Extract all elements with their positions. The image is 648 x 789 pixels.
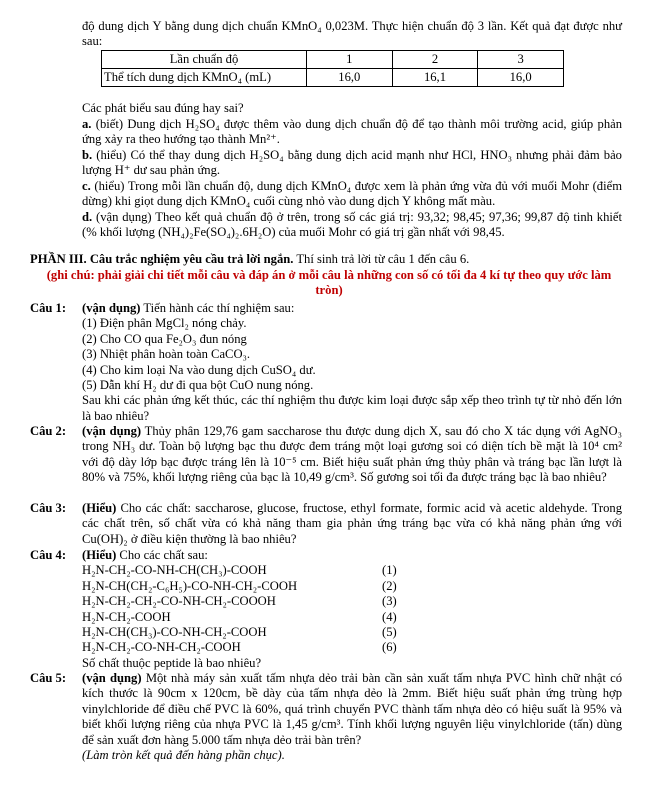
formula-number: (4) bbox=[382, 609, 397, 624]
statement-tag: d. bbox=[82, 210, 93, 224]
list-item: (2) Cho CO qua Fe₂O₃ đun nóng bbox=[82, 331, 247, 346]
statement-tag: a. bbox=[82, 117, 92, 131]
table-cell: 3 bbox=[478, 51, 564, 69]
table-cell: 16,1 bbox=[392, 69, 478, 87]
question-level: (Hiểu) bbox=[82, 501, 117, 515]
question-text: Cho các chất sau: bbox=[116, 548, 208, 562]
question-level: (vận dụng) bbox=[82, 301, 141, 315]
question-2-label: Câu 2: bbox=[30, 424, 67, 438]
formula-number: (2) bbox=[382, 578, 397, 593]
formula-row bbox=[82, 625, 622, 640]
titration-table bbox=[101, 50, 564, 87]
statement-d bbox=[82, 210, 622, 241]
statement-a bbox=[82, 117, 622, 148]
question-text: Một nhà máy sản xuất tấm nhựa dẻo trải bàn cần sản xuất tấm nhựa PVC hình chữ nhật có kích thước là 90cm x 120cm, bề dày của tấm nhựa dẻo là 2mm. Biết hiệu suất phản ứng trùng hợp vinylchloride để điều chế PVC là 60%, quá trình chuyển PVC thành tấm nhựa dẻo có hiệu suất là 95% và biết khối lượng riêng của nhựa PVC là 1,45 g/cm³. Tính khối lượng nguyên liệu vinylchloride (tấn) dùng để sản xuất đơn hàng 5.000 tấm nhựa dẻo trải bàn trên? bbox=[82, 671, 622, 747]
table-row bbox=[102, 69, 564, 87]
question-level: (vận dụng) bbox=[82, 424, 142, 438]
question-text: Thủy phân 129,76 gam saccharose thu được dung dịch X, sau đó cho X tác dụng với AgNO₃ trong NH₃ dư. Toàn bộ lượng bạc thu được đem tráng một loại gương soi có diện tích bề mặt là 10⁴ cm² với độ dày lớp bạc được tráng lên là 10⁻⁵ cm. Biết hiệu suất phản ứng thủy phân và tráng bạc lần lượt là 80% và 75%, khối lượng riêng của bạc là 10,49 g/cm³. Số gương soi tối đa được tráng bạc là bao nhiêu? bbox=[82, 424, 622, 485]
question-3-label: Câu 3: bbox=[30, 501, 67, 515]
formula: H₂N-CH₂-CO-NH-CH(CH₃)-COOH bbox=[82, 563, 267, 578]
table-row bbox=[102, 51, 564, 69]
statement-text: (vận dụng) Theo kết quả chuẩn độ ở trên, trong số các giá trị: 93,32; 98,45; 97,36; 99,87 độ tinh khiết (% khối lượng (NH₄)₂Fe(SO₄)₂.6H₂O) của muối Mohr có giá trị gần nhất với 98,45. bbox=[82, 210, 622, 240]
question-1-label: Câu 1: bbox=[30, 301, 67, 315]
table-cell: Thể tích dung dịch KMnO₄ (mL) bbox=[102, 69, 307, 87]
question-text: Cho các chất: saccharose, glucose, fructose, ethyl formate, formic acid và acetic aldehyde. Trong các chất trên, số chất vừa có khả năng tham gia phản ứng tráng bạc vừa có khả năng phản ứng với Cu(OH)₂ ở điều kiện thường là bao nhiêu? bbox=[82, 501, 622, 546]
table-cell: 2 bbox=[392, 51, 478, 69]
statement-b bbox=[82, 148, 622, 179]
table-cell: 1 bbox=[307, 51, 393, 69]
list-item: (1) Điện phân MgCl₂ nóng chảy. bbox=[82, 316, 247, 331]
formula-row bbox=[82, 579, 622, 594]
formula: H₂N-CH₂-CH₂-CO-NH-CH₂-COOOH bbox=[82, 594, 276, 609]
question-1 bbox=[82, 301, 622, 424]
intro-text: độ dung dịch Y bằng dung dịch chuẩn KMnO₄ 0,023M. Thực hiện chuẩn độ 3 lần. Kết quả đạt được như sau: bbox=[82, 19, 622, 49]
prompt-text: Các phát biểu sau đúng hay sai? bbox=[82, 101, 244, 115]
question-5-label: Câu 5: bbox=[30, 671, 67, 685]
question-ask: Sau khi các phản ứng kết thúc, các thí nghiệm thu được kim loại được sắp xếp theo trình tự từ nhỏ đến lớn là bao nhiêu? bbox=[82, 393, 622, 423]
formula-number: (6) bbox=[382, 640, 397, 655]
formula-row bbox=[82, 563, 622, 578]
question-level: (vận dụng) bbox=[82, 671, 142, 685]
question-4 bbox=[82, 548, 622, 671]
formula: H₂N-CH(CH₃)-CO-NH-CH₂-COOH bbox=[82, 625, 267, 640]
formula: H₂N-CH₂-CO-NH-CH₂-COOH bbox=[82, 640, 241, 655]
question-5 bbox=[82, 671, 622, 763]
statement-text: (hiểu) Có thể thay dung dịch H₂SO₄ bằng dung dịch acid mạnh như HCl, HNO₃ nhưng phải đảm bảo lượng H⁺ dư sau phản ứng. bbox=[82, 148, 622, 178]
formula-row bbox=[82, 640, 622, 655]
question-3 bbox=[82, 501, 622, 547]
formula: H₂N-CH₂-COOH bbox=[82, 609, 171, 624]
statement-text: (biết) Dung dịch H₂SO₄ được thêm vào dung dịch chuẩn độ để tạo thành môi trường acid, giúp phản ứng xảy ra theo hướng tạo thành Mn²⁺. bbox=[82, 117, 622, 147]
formula-number: (5) bbox=[382, 625, 397, 640]
table-cell: 16,0 bbox=[307, 69, 393, 87]
statement-tag: c. bbox=[82, 179, 91, 193]
question-2 bbox=[82, 424, 622, 486]
formula-row bbox=[82, 594, 622, 609]
list-item: (3) Nhiệt phân hoàn toàn CaCO₃. bbox=[82, 347, 251, 362]
table-cell: 16,0 bbox=[478, 69, 564, 87]
formula: H₂N-CH(CH₂-C₆H₅)-CO-NH-CH₂-COOH bbox=[82, 578, 298, 593]
question-text: Tiến hành các thí nghiệm sau: bbox=[140, 301, 295, 315]
statement-text: (hiểu) Trong mỗi lần chuẩn độ, dung dịch KMnO₄ được xem là phản ứng vừa đủ với muối Mohr (điểm dừng) khi giọt dung dịch KMnO₄ cuối cùng nhỏ vào dung dịch Y không mất màu. bbox=[82, 179, 622, 209]
part3-note: (ghi chú: phải giải chi tiết mỗi câu và đáp án ở mỗi câu là những con số có tối đa 4 kí tự theo quy ước làm tròn) bbox=[46, 268, 612, 298]
statement-c bbox=[82, 179, 622, 210]
formula-row bbox=[82, 610, 622, 625]
part3-title-rest: Thí sinh trả lời từ câu 1 đến câu 6. bbox=[293, 252, 470, 266]
question-ask: Số chất thuộc peptide là bao nhiêu? bbox=[82, 655, 262, 670]
question-4-label: Câu 4: bbox=[30, 548, 67, 562]
question-level: (Hiểu) bbox=[82, 548, 117, 562]
part3-title: PHẦN III. Câu trắc nghiệm yêu cầu trả lời ngắn. bbox=[30, 252, 294, 266]
list-item: (5) Dẫn khí H₂ dư đi qua bột CuO nung nóng. bbox=[82, 378, 314, 393]
table-cell: Lần chuẩn độ bbox=[102, 51, 307, 69]
formula-number: (3) bbox=[382, 594, 397, 609]
formula-number: (1) bbox=[382, 563, 397, 578]
question-note: (Làm tròn kết quả đến hàng phần chục). bbox=[82, 748, 285, 763]
statement-tag: b. bbox=[82, 148, 93, 162]
part3-heading bbox=[30, 252, 622, 267]
list-item: (4) Cho kim loại Na vào dung dịch CuSO₄ dư. bbox=[82, 362, 316, 377]
